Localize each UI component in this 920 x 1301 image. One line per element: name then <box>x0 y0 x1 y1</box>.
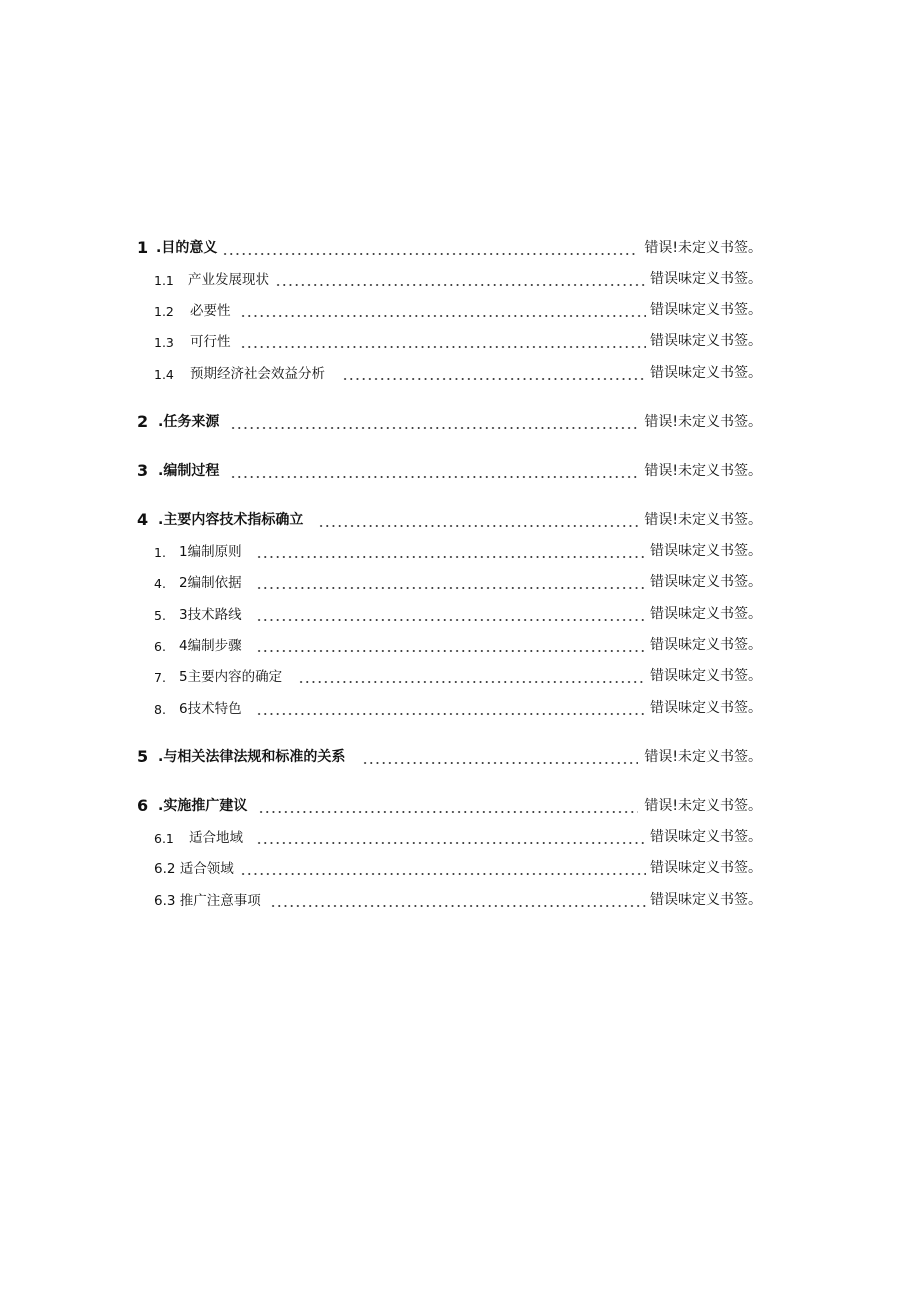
toc-page-ref: 错误味定义书签。 <box>650 271 762 287</box>
toc-page-ref: 错误味定义书签。 <box>650 302 762 318</box>
toc-entry-4-5[interactable] <box>0 664 920 688</box>
toc-entry-4-3[interactable] <box>0 602 920 626</box>
dot-leader <box>258 811 638 813</box>
dot-leader <box>256 587 646 589</box>
toc-page-ref: 错误!未定义书签。 <box>644 512 762 528</box>
toc-title: 1编制原则 <box>179 544 242 560</box>
toc-entry-6-2[interactable] <box>0 856 920 880</box>
toc-title: 2编制依据 <box>179 575 242 591</box>
toc-entry-6[interactable] <box>0 794 920 818</box>
toc-page-ref: 错误味定义书签。 <box>650 892 762 908</box>
toc-number: 6. <box>154 639 166 654</box>
toc-entry-6-1[interactable] <box>0 825 920 849</box>
toc-number: 3 <box>137 461 149 480</box>
toc-title: 4编制步骤 <box>179 638 242 654</box>
toc-page-ref: 错误味定义书签。 <box>650 668 762 684</box>
dot-leader <box>270 905 646 907</box>
dot-leader <box>318 525 638 527</box>
toc-title: .任务来源 <box>158 414 220 430</box>
dot-leader <box>298 681 646 683</box>
toc-entry-4-2[interactable] <box>0 570 920 594</box>
toc-number: 4 <box>137 510 149 529</box>
toc-entry-1-1[interactable] <box>0 267 920 291</box>
toc-page-ref: 错误!未定义书签。 <box>644 749 762 765</box>
toc-entry-1-3[interactable] <box>0 329 920 353</box>
toc-page-ref: 错误味定义书签。 <box>650 365 762 381</box>
dot-leader <box>222 253 638 255</box>
toc-title: 6.3 推广注意事项 <box>154 893 261 909</box>
toc-entry-4-1[interactable] <box>0 539 920 563</box>
toc-page-ref: 错误味定义书签。 <box>650 333 762 349</box>
toc-title: 5主要内容的确定 <box>179 669 283 685</box>
toc-entry-4-6[interactable] <box>0 696 920 720</box>
dot-leader <box>275 284 646 286</box>
dot-leader <box>256 619 646 621</box>
toc-title: 必要性 <box>190 303 231 319</box>
toc-page-ref: 错误味定义书签。 <box>650 700 762 716</box>
dot-leader <box>230 476 638 478</box>
toc-number: 6 <box>137 796 149 815</box>
dot-leader <box>342 378 646 380</box>
toc-number: 1.4 <box>154 367 174 382</box>
toc-entry-6-3[interactable] <box>0 888 920 912</box>
dot-leader <box>240 873 646 875</box>
toc-number: 5 <box>137 747 149 766</box>
toc-entry-1-4[interactable] <box>0 361 920 385</box>
toc-entry-2[interactable] <box>0 410 920 434</box>
toc-title: 6.2 适合领域 <box>154 861 234 877</box>
toc-title: 预期经济社会效益分析 <box>190 366 325 382</box>
toc-entry-1[interactable] <box>0 236 920 260</box>
dot-leader <box>256 842 646 844</box>
toc-number: 7. <box>154 670 166 685</box>
toc-title: 3技术路线 <box>179 607 242 623</box>
toc-page-ref: 错误!未定义书签。 <box>644 463 762 479</box>
toc-number: 1 <box>137 238 149 257</box>
toc-number: 5. <box>154 608 166 623</box>
toc-title: .编制过程 <box>158 463 220 479</box>
toc-title: .实施推广建议 <box>158 798 248 814</box>
toc-title: 6技术特色 <box>179 701 242 717</box>
toc-number: 2 <box>137 412 149 431</box>
toc-page-ref: 错误味定义书签。 <box>650 574 762 590</box>
toc-entry-4-4[interactable] <box>0 633 920 657</box>
toc-page-ref: 错误味定义书签。 <box>650 860 762 876</box>
toc-number: 8. <box>154 702 166 717</box>
toc-number: 1.2 <box>154 304 174 319</box>
dot-leader <box>256 713 646 715</box>
toc-entry-4[interactable] <box>0 508 920 532</box>
toc-page-ref: 错误!未定义书签。 <box>644 798 762 814</box>
toc-number: 1.1 <box>154 273 174 288</box>
toc-title: .主要内容技术指标确立 <box>158 512 304 528</box>
toc-number: 1.3 <box>154 335 174 350</box>
toc-entry-1-2[interactable] <box>0 298 920 322</box>
toc-number: 6.1 <box>154 831 174 846</box>
toc-entry-3[interactable] <box>0 459 920 483</box>
toc-page-ref: 错误!未定义书签。 <box>644 414 762 430</box>
toc-entry-5[interactable] <box>0 745 920 769</box>
toc-title: 可行性 <box>190 334 231 350</box>
toc-page-ref: 错误味定义书签。 <box>650 637 762 653</box>
toc-page-ref: 错误味定义书签。 <box>650 606 762 622</box>
toc-page-ref: 错误味定义书签。 <box>650 543 762 559</box>
toc-number: 4. <box>154 576 166 591</box>
toc-title: 产业发展现状 <box>188 272 269 288</box>
dot-leader <box>256 556 646 558</box>
toc-title: .目的意义 <box>156 240 218 256</box>
dot-leader <box>240 346 646 348</box>
toc-title: 适合地域 <box>189 830 243 846</box>
dot-leader <box>230 427 638 429</box>
toc-title: .与相关法律法规和标准的关系 <box>158 749 346 765</box>
dot-leader <box>362 762 638 764</box>
toc-number: 1. <box>154 545 166 560</box>
dot-leader <box>240 315 646 317</box>
toc-page-ref: 错误!未定义书签。 <box>644 240 762 256</box>
dot-leader <box>256 650 646 652</box>
toc-page-ref: 错误味定义书签。 <box>650 829 762 845</box>
